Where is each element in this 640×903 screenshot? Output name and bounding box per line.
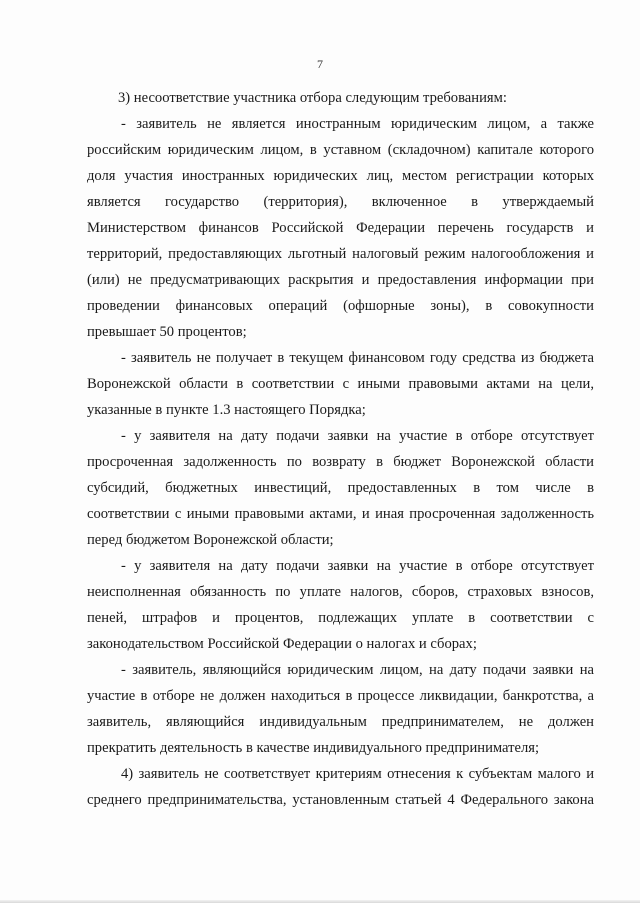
text-line: заявитель, являющийся индивидуальным предпринимателем, не должен bbox=[87, 714, 594, 730]
paragraph bbox=[87, 423, 594, 553]
text-line: - заявитель, являющийся юридическим лицом, на дату подачи заявки на bbox=[121, 662, 594, 678]
text-line: - у заявителя на дату подачи заявки на участие в отборе отсутствует bbox=[121, 428, 594, 444]
text-line: прекратить деятельность в качестве индивидуального предпринимателя; bbox=[87, 740, 540, 756]
text-line: - у заявителя на дату подачи заявки на участие в отборе отсутствует bbox=[121, 558, 594, 574]
text-line: превышает 50 процентов; bbox=[87, 324, 247, 340]
text-line: указанные в пункте 1.3 настоящего Порядка; bbox=[87, 402, 366, 418]
text-line: среднего предпринимательства, установленным статьей 4 Федерального закона bbox=[87, 792, 594, 808]
text-line: (или) не предусматривающих раскрытия и предоставления информации при bbox=[87, 272, 594, 288]
text-line: перед бюджетом Воронежской области; bbox=[87, 532, 334, 548]
text-line: пеней, штрафов и процентов, подлежащих уплате в соответствии с bbox=[87, 610, 594, 626]
text-line: Министерством финансов Российской Федерации перечень государств и bbox=[87, 220, 594, 236]
paragraph bbox=[87, 761, 594, 813]
text-line: территорий, предоставляющих льготный налоговый режим налогообложения и bbox=[87, 246, 594, 262]
text-line: участие в отборе не должен находиться в процессе ликвидации, банкротства, а bbox=[87, 688, 594, 704]
text-line: 3) несоответствие участника отбора следующим требованиям: bbox=[118, 90, 507, 106]
text-line: проведении финансовых операций (офшорные зоны), в совокупности bbox=[87, 298, 594, 314]
text-line: субсидий, бюджетных инвестиций, предоставленных в том числе в bbox=[87, 480, 594, 496]
text-line: просроченная задолженность по возврату в бюджет Воронежской области bbox=[87, 454, 594, 470]
text-line: - заявитель не является иностранным юридическим лицом, а также bbox=[121, 116, 594, 132]
text-line: Воронежской области в соответствии с иными правовыми актами на цели, bbox=[87, 376, 594, 392]
document-body bbox=[87, 85, 594, 813]
text-line: является государство (территория), включенное в утверждаемый bbox=[87, 194, 594, 210]
paragraph bbox=[87, 657, 594, 761]
text-line: - заявитель не получает в текущем финансовом году средства из бюджета bbox=[121, 350, 594, 366]
text-line: законодательством Российской Федерации о налогах и сборах; bbox=[87, 636, 477, 652]
text-line: соответствии с иными правовыми актами, и иная просроченная задолженность bbox=[87, 506, 594, 522]
text-line: доля участия иностранных юридических лиц, местом регистрации которых bbox=[87, 168, 594, 184]
paragraph bbox=[87, 85, 594, 111]
page-number: 7 bbox=[317, 57, 323, 71]
text-line: 4) заявитель не соответствует критериям отнесения к субъектам малого и bbox=[121, 766, 594, 782]
text-line: российским юридическим лицом, в уставном (складочном) капитале которого bbox=[87, 142, 594, 158]
text-line: неисполненная обязанность по уплате налогов, сборов, страховых взносов, bbox=[87, 584, 594, 600]
paragraph bbox=[87, 553, 594, 657]
paragraph bbox=[87, 345, 594, 423]
paragraph bbox=[87, 111, 594, 345]
